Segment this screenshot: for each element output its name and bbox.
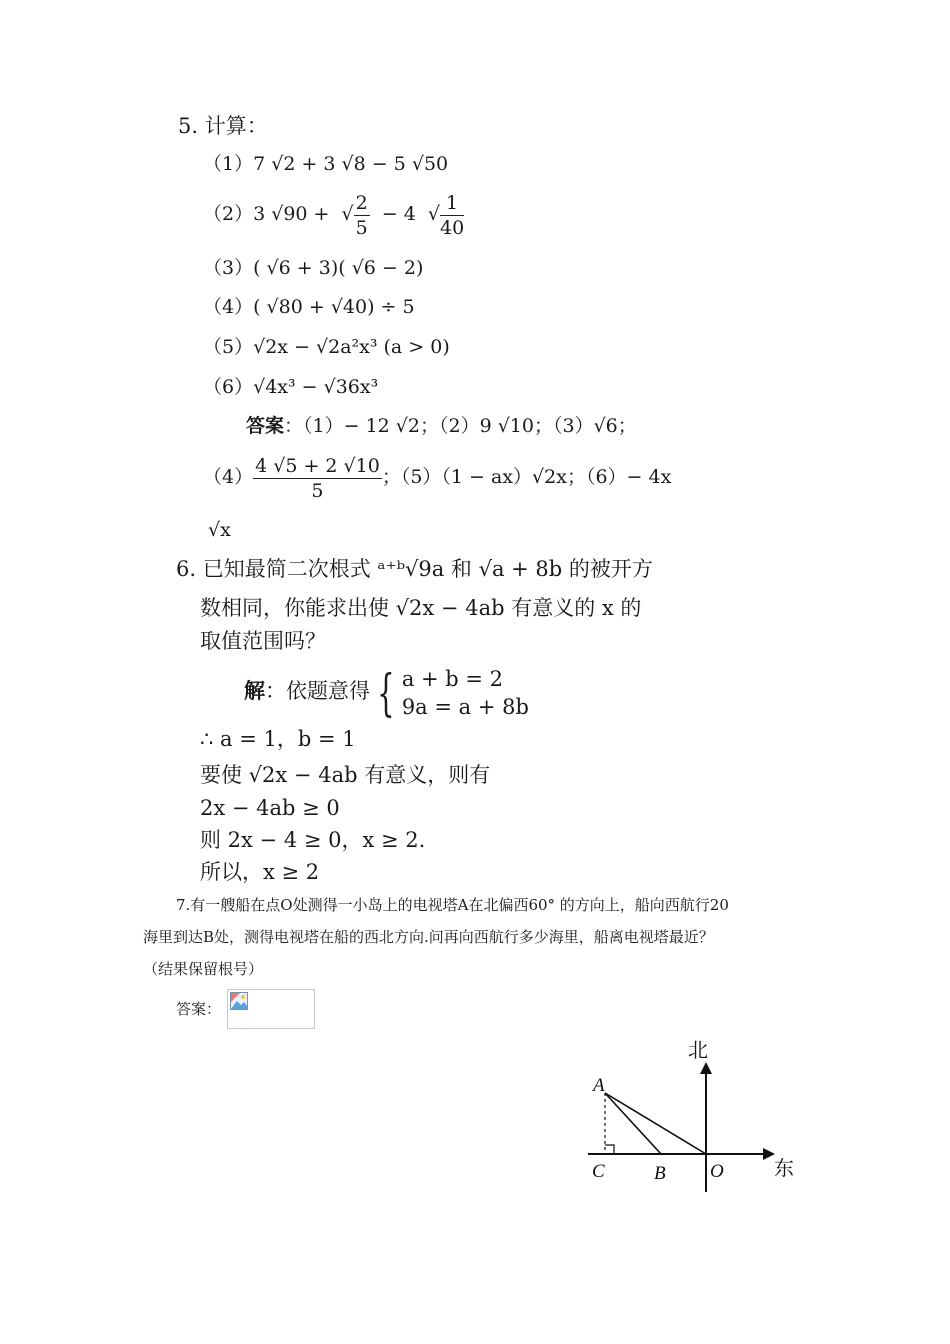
- q7-answer-label: 答案：: [176, 1000, 222, 1018]
- q5-item-2-frac-1: $\frac{2}{5}$: [355, 191, 368, 239]
- north-label: 北: [688, 1038, 708, 1062]
- q6-line-3: 取值范围吗？: [200, 629, 326, 653]
- q6-line-1: 6. 已知最简二次根式 ᵃ⁺ᵇ√9a 和 √a + 8b 的被开方: [176, 557, 653, 581]
- q6-equation-system: a + b = 2 9a = a + 8b: [401, 666, 529, 719]
- q5-item-3: （3）( √6 + 3)( √6 − 2): [203, 257, 424, 279]
- q5-title: 5. 计算：: [178, 114, 268, 138]
- q5-item-2-frac-2: $\frac{1}{40}$: [439, 191, 465, 239]
- q5-item-2-mid: − 4: [381, 203, 416, 225]
- compass-diagram: [560, 1035, 810, 1200]
- q5-item-6: （6）√4x³ − √36x³: [203, 376, 379, 398]
- q5-answer-line-2: （4） $\frac{4 √5 + 2 √10}{5}$ ；（5）（1 − ax）√2x；（6）− 4x: [203, 454, 672, 502]
- east-label: 东: [774, 1156, 794, 1180]
- q5-item-2-lead: （2）3 √90 +: [203, 203, 330, 225]
- q5-item-1: （1）7 √2 + 3 √8 − 5 √50: [203, 153, 449, 175]
- q6-solution-label: 解: [244, 678, 265, 703]
- q6-step-2: 要使 √2x − 4ab 有意义，则有: [200, 763, 491, 787]
- right-angle-mark: [605, 1145, 614, 1154]
- q5-item-4: （4）( √80 + √40) ÷ 5: [203, 296, 415, 318]
- q5-answer-fraction: $\frac{4 √5 + 2 √10}{5}$: [255, 454, 380, 502]
- q6-solution: 解：依题意得 { a + b = 2 9a = a + 8b: [244, 663, 529, 722]
- line-ao: [605, 1093, 706, 1154]
- q5-answer-label: 答案: [246, 415, 285, 437]
- q5-item-2: （2）3 √90 + √ $\frac{2}{5}$ − 4 √ $\frac{1}{40}$: [203, 191, 465, 239]
- label-c: C: [592, 1161, 605, 1182]
- q6-step-4: 则 2x − 4 ≥ 0，x ≥ 2.: [200, 828, 426, 852]
- q5-answer-line-1: 答案：（1）− 12 √2；（2）9 √10；（3）√6；: [246, 415, 637, 437]
- broken-image-icon: [230, 992, 248, 1010]
- label-o: O: [710, 1161, 724, 1182]
- answer-image-placeholder: [227, 989, 315, 1029]
- q5-item-5: （5）√2x − √2a²x³ (a > 0): [203, 336, 450, 358]
- q6-step-1: ∴ a = 1，b = 1: [200, 727, 356, 751]
- q7-line-3: （结果保留根号）: [143, 960, 264, 978]
- label-b: B: [654, 1163, 666, 1184]
- q7-line-2: 海里到达B处，测得电视塔在船的西北方向.问再向西航行多少海里，船离电视塔最近？: [143, 928, 714, 946]
- q6-line-2: 数相同，你能求出使 √2x − 4ab 有意义的 x 的: [200, 596, 642, 620]
- q7-line-1: 7.有一艘船在点O处测得一小岛上的电视塔A在北偏西60° 的方向上，船向西航行20: [176, 896, 729, 914]
- q6-step-3: 2x − 4ab ≥ 0: [200, 796, 340, 820]
- label-a: A: [593, 1075, 605, 1096]
- q5-answer-line-3: √x: [208, 519, 231, 541]
- q6-step-5: 所以，x ≥ 2: [200, 860, 320, 884]
